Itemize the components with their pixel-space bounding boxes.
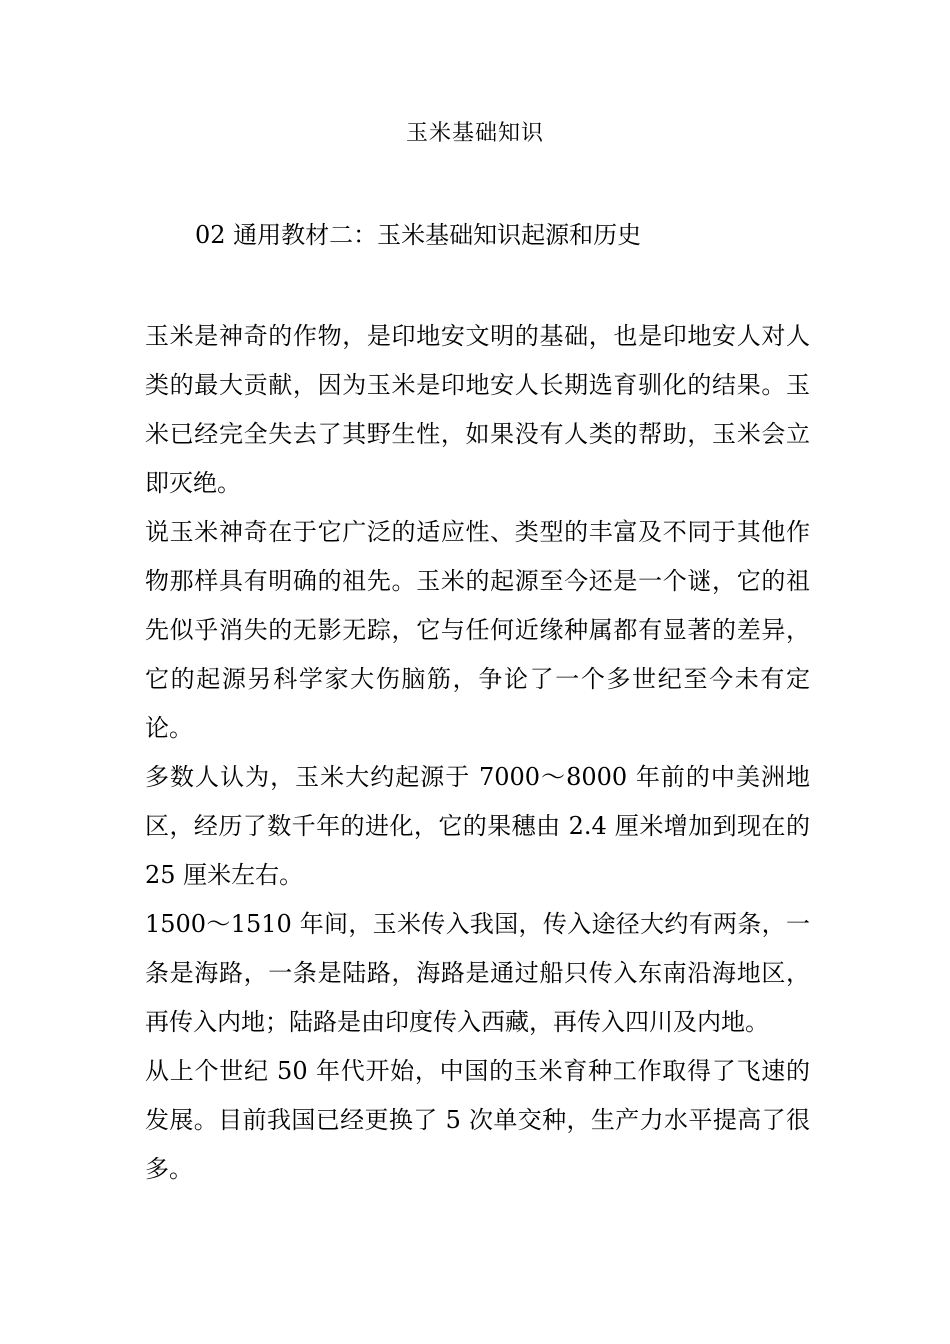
document-body [145, 312, 810, 1194]
paragraph-central-america: 多数人认为，玉米大约起源于 7000～8000 年前的中美洲地区，经历了数千年的进化，它的果穗由 2.4 厘米增加到现在的 25 厘米左右。 [145, 763, 810, 889]
paragraph-spread-to-china: 1500～1510 年间，玉米传入我国，传入途径大约有两条，一条是海路，一条是陆路，海路是通过船只传入东南沿海地区，再传入内地；陆路是由印度传入西藏，再传入四川及内地。 [145, 910, 810, 1036]
paragraph-adaptability: 说玉米神奇在于它广泛的适应性、类型的丰富及不同于其他作物那样具有明确的祖先。玉米的起源至今还是一个谜，它的祖先似乎消失的无影无踪，它与任何近缘种属都有显著的差异，它的起源另科学家大伤脑筋，争论了一个多世纪至今未有定论。 [145, 518, 810, 742]
document-subtitle: 02 通用教材二：玉米基础知识起源和历史 [195, 221, 642, 249]
paragraph-breeding-progress: 从上个世纪 50 年代开始，中国的玉米育种工作取得了飞速的发展。目前我国已经更换了 5 次单交种，生产力水平提高了很多。 [145, 1057, 810, 1183]
paragraph-origin-intro: 玉米是神奇的作物，是印地安文明的基础，也是印地安人对人类的最大贡献，因为玉米是印地安人长期选育驯化的结果。玉米已经完全失去了其野生性，如果没有人类的帮助，玉米会立即灭绝。 [145, 322, 810, 497]
document-title: 玉米基础知识 [405, 121, 544, 146]
